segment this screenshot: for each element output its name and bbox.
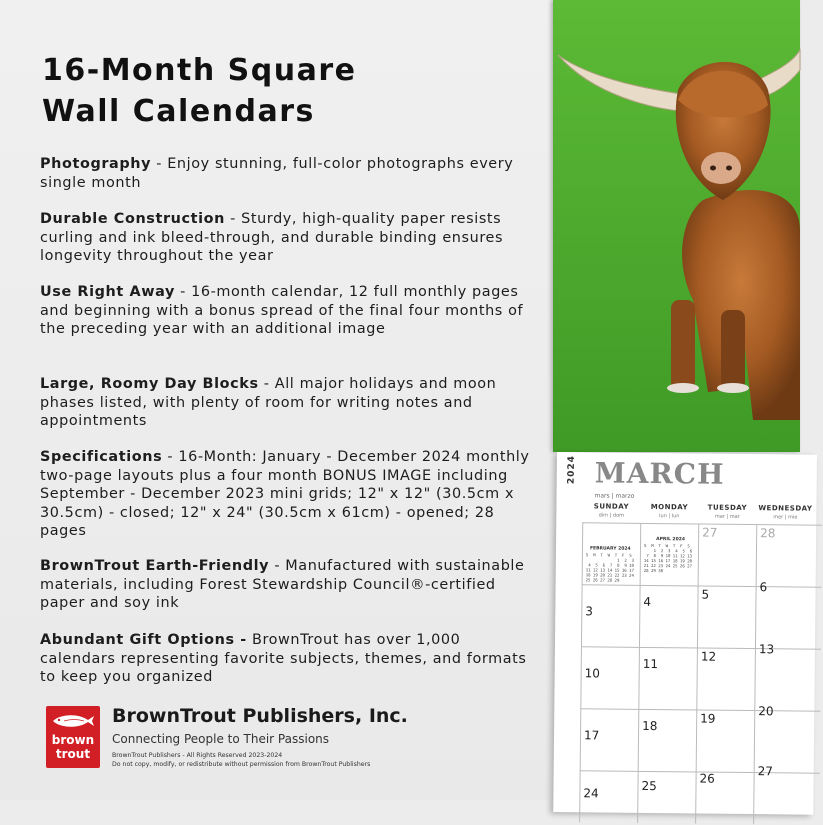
logo-text-brown: brown bbox=[51, 733, 95, 747]
feature-text: - 16-Month: January - December 2024 monthly two-page layouts plus a four month BONUS IMAGE including September - December 2023 mini grids; 12" x 12" (30.5cm x 30.5cm) - closed; 12" x 24" (30.5cm x 61cm) - opened; 28 pages bbox=[40, 449, 530, 540]
grid-line bbox=[637, 523, 641, 823]
day-header-sunday: SUNDAY bbox=[593, 502, 630, 511]
day-header-tuesday: TUESDAY bbox=[707, 503, 748, 512]
day-number: 6 bbox=[759, 580, 768, 595]
mini-calendar-row: 14 15 16 17 18 19 20 bbox=[643, 557, 693, 564]
feature-heading: Photography bbox=[40, 156, 152, 172]
feature-day-blocks bbox=[40, 375, 540, 431]
grid-line bbox=[753, 524, 757, 824]
feature-text: - Manufactured with sustainable materials, including Forest Stewardship Council®-certified paper and soy ink bbox=[40, 558, 525, 612]
day-number: 4 bbox=[643, 594, 652, 609]
day-sub-wednesday: mer | mie bbox=[773, 514, 798, 521]
day-number: 12 bbox=[700, 649, 717, 664]
day-number: 18 bbox=[642, 718, 658, 734]
day-sub-sunday: dim | dom bbox=[598, 512, 625, 519]
mini-calendar-row: 1 2 3 bbox=[585, 557, 635, 563]
mini-calendar-row: 28 29 30 bbox=[643, 567, 664, 574]
feature-text: - Enjoy stunning, full-color photographs every single month bbox=[40, 156, 514, 191]
day-sub-tuesday: mar | mar bbox=[714, 513, 740, 520]
day-number: 3 bbox=[585, 604, 594, 619]
feature-durable-construction bbox=[40, 210, 540, 266]
mini-calendar-head: S M T W T F S bbox=[585, 552, 632, 558]
company-name: BrownTrout Publishers, Inc. bbox=[112, 705, 408, 727]
mini-calendar-row: 7 8 9 10 11 12 13 bbox=[643, 552, 693, 559]
mini-calendar-row: 11 12 13 14 15 16 17 bbox=[585, 567, 634, 573]
mini-calendar-title: APRIL 2024 bbox=[656, 537, 686, 543]
day-number: 28 bbox=[760, 526, 776, 541]
title-line-1: 16-Month Square bbox=[42, 53, 357, 88]
mini-calendar-row: 21 22 23 24 25 26 27 bbox=[643, 562, 693, 569]
feature-text: - 16-month calendar, 12 full monthly pages and beginning with a bonus spread of the final four months of the preceding year with an additional image bbox=[40, 284, 524, 338]
feature-earth-friendly bbox=[40, 557, 540, 613]
mini-calendar-row: 1 2 3 4 5 6 bbox=[643, 547, 693, 554]
feature-text: - All major holidays and moon phases listed, with plenty of room for writing notes and appointments bbox=[40, 376, 497, 430]
day-number: 11 bbox=[642, 656, 659, 672]
feature-text: - Sturdy, high-quality paper resists curling and ink bleed-through, and durable binding ensures longevity throughout the year bbox=[40, 211, 504, 265]
feature-specifications bbox=[40, 448, 540, 541]
day-number: 13 bbox=[758, 642, 775, 657]
feature-heading: Specifications bbox=[40, 449, 163, 465]
day-number: 27 bbox=[757, 764, 774, 779]
feature-heading: Abundant Gift Options - bbox=[40, 632, 247, 648]
grid-line bbox=[579, 522, 583, 822]
browntrout-logo bbox=[46, 706, 100, 768]
feature-heading: BrownTrout Earth-Friendly bbox=[40, 558, 270, 574]
day-number: 20 bbox=[758, 704, 774, 719]
calendar-page bbox=[553, 452, 817, 815]
day-number: 17 bbox=[583, 728, 600, 743]
day-sub-monday: lun | lun bbox=[659, 513, 680, 520]
mini-calendar-row: 4 5 6 7 8 9 10 bbox=[585, 562, 635, 568]
day-header-wednesday: WEDNESDAY bbox=[758, 504, 813, 513]
day-header-monday: MONDAY bbox=[650, 502, 689, 512]
trout-icon bbox=[50, 712, 96, 730]
mini-calendar-head: S M T W T F S bbox=[644, 542, 690, 549]
day-number: 19 bbox=[700, 711, 716, 726]
highland-cow-photo bbox=[553, 0, 800, 452]
mini-calendar-february bbox=[586, 552, 634, 583]
feature-photography bbox=[40, 155, 540, 192]
day-number: 25 bbox=[641, 778, 657, 794]
day-number: 27 bbox=[702, 525, 718, 540]
feature-gift-options bbox=[40, 631, 540, 687]
highland-cow-illustration bbox=[553, 0, 800, 452]
calendar-month-translation: mars | marzo bbox=[594, 492, 635, 500]
feature-heading: Durable Construction bbox=[40, 211, 225, 227]
feature-heading: Use Right Away bbox=[40, 284, 175, 300]
logo-text-trout: trout bbox=[55, 747, 91, 761]
feature-text: BrownTrout has over 1,000 calendars representing favorite subjects, themes, and formats to keep you organized bbox=[40, 632, 527, 686]
mini-calendar-row: 25 26 27 28 29 bbox=[585, 577, 620, 583]
feature-use-right-away bbox=[40, 283, 540, 339]
copyright-notice bbox=[112, 751, 370, 769]
feature-heading: Large, Roomy Day Blocks bbox=[40, 376, 259, 392]
company-tagline: Connecting People to Their Passions bbox=[112, 732, 330, 746]
day-number: 10 bbox=[584, 666, 601, 681]
day-number: 24 bbox=[583, 786, 599, 801]
day-number: 5 bbox=[701, 587, 710, 602]
mini-calendar-row: 18 19 20 21 22 23 24 bbox=[585, 572, 634, 578]
mini-calendar-april bbox=[644, 543, 692, 574]
calendar-year: 2024 bbox=[566, 455, 577, 485]
day-number: 26 bbox=[699, 771, 715, 786]
calendar-month: MARCH bbox=[594, 456, 725, 491]
page-title bbox=[42, 50, 522, 132]
title-line-2: Wall Calendars bbox=[42, 94, 315, 129]
copyright-line-1: BrownTrout Publishers - All Rights Reserved 2023-2024 bbox=[112, 752, 283, 759]
copyright-line-2: Do not copy, modify, or redistribute without permission from BrownTrout Publishers bbox=[112, 761, 371, 768]
mini-calendar-title: FEBRUARY 2024 bbox=[589, 546, 631, 552]
